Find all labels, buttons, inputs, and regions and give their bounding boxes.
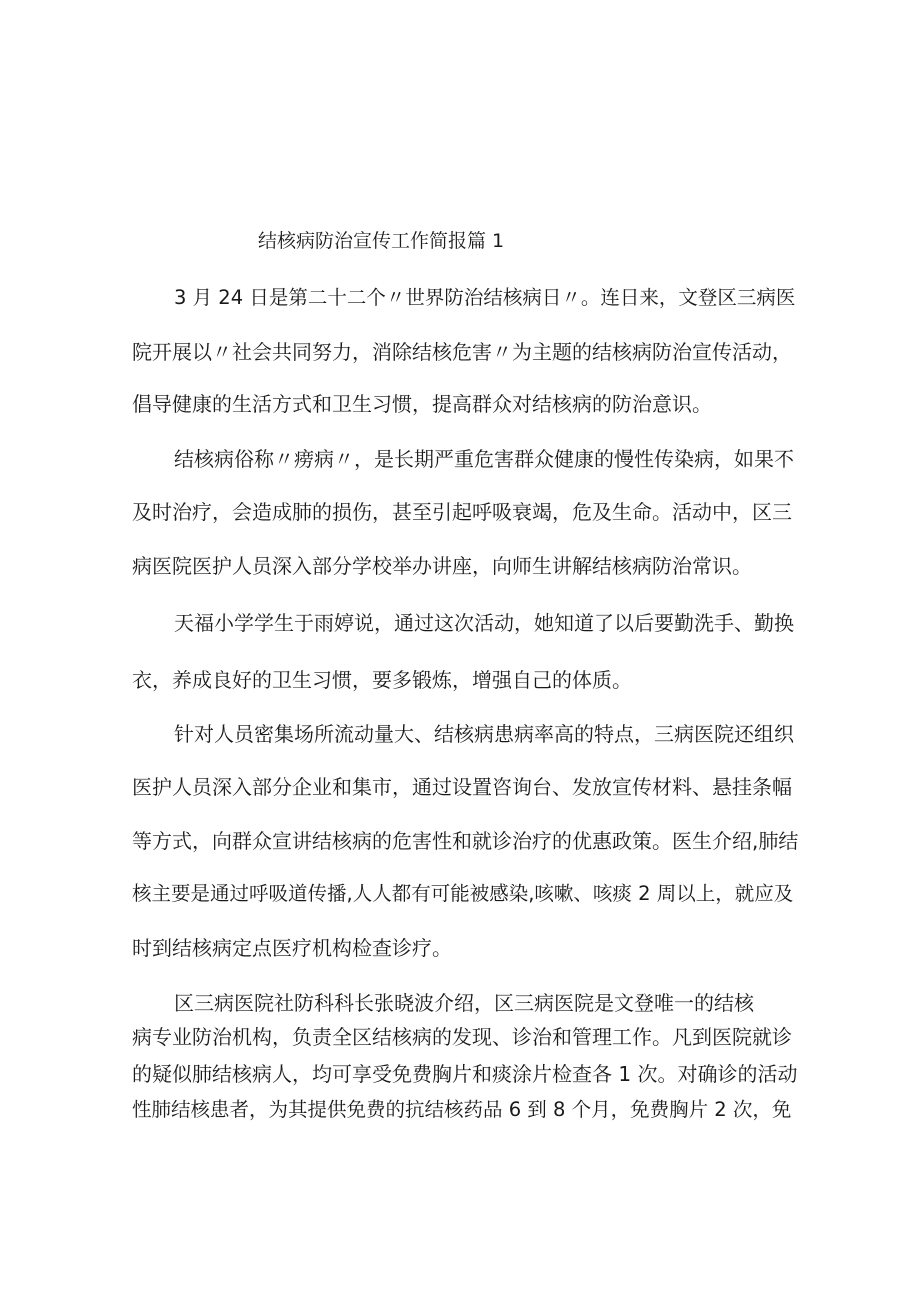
paragraph-3-line-1: 天福小学学生于雨婷说，通过这次活动，她知道了以后要勤洗手、勤换 — [174, 611, 794, 635]
paragraph-4-line-4: 核主要是通过呼吸道传播,人人都有可能被感染,咳嗽、咳痰 2 周以上，就应及 — [132, 882, 794, 905]
paragraph-5-line-3: 的疑似肺结核病人，均可享受免费胸片和痰涂片检查各 1 次。对确诊的活动 — [132, 1062, 798, 1086]
paragraph-4-line-2: 医护人员深入部分企业和集市，通过设置咨询台、发放宣传材料、悬挂条幅 — [132, 775, 792, 799]
paragraph-1-line-2: 院开展以〃社会共同努力，消除结核危害〃为主题的结核病防治宣传活动， — [132, 340, 792, 364]
paragraph-4-line-5: 时到结核病定点医疗机构检查诊疗。 — [132, 936, 452, 960]
paragraph-2-line-2: 及时治疗，会造成肺的损伤，甚至引起呼吸衰竭，危及生命。活动中，区三 — [132, 500, 792, 524]
paragraph-4-line-1: 针对人员密集场所流动量大、结核病患病率高的特点，三病医院还组织 — [174, 722, 794, 746]
paragraph-2-line-3: 病医院医护人员深入部分学校举办讲座，向师生讲解结核病防治常识。 — [132, 554, 752, 578]
paragraph-5-line-2: 病专业防治机构，负责全区结核病的发现、诊治和管理工作。凡到医院就诊 — [132, 1025, 792, 1049]
paragraph-1-line-3: 倡导健康的生活方式和卫生习惯，提高群众对结核病的防治意识。 — [132, 392, 712, 416]
paragraph-1-line-1: 3 月 24 日是第二十二个〃世界防治结核病日〃。连日来，文登区三病医 — [174, 286, 796, 309]
paragraph-5-line-4: 性肺结核患者，为其提供免费的抗结核药品 6 到 8 个月，免费胸片 2 次，免 — [132, 1098, 792, 1121]
document-title: 结核病防治宣传工作简报篇 1 — [258, 230, 505, 252]
paragraph-5-line-1: 区三病医院社防科科长张晓波介绍，区三病医院是文登唯一的结核 — [174, 991, 754, 1015]
paragraph-4-line-3: 等方式，向群众宣讲结核病的危害性和就诊治疗的优惠政策。医生介绍,肺结 — [132, 829, 799, 853]
paragraph-2-line-1: 结核病俗称〃痨病〃，是长期严重危害群众健康的慢性传染病，如果不 — [174, 447, 794, 471]
paragraph-3-line-2: 衣，养成良好的卫生习惯，要多锻炼，增强自己的体质。 — [132, 668, 632, 692]
